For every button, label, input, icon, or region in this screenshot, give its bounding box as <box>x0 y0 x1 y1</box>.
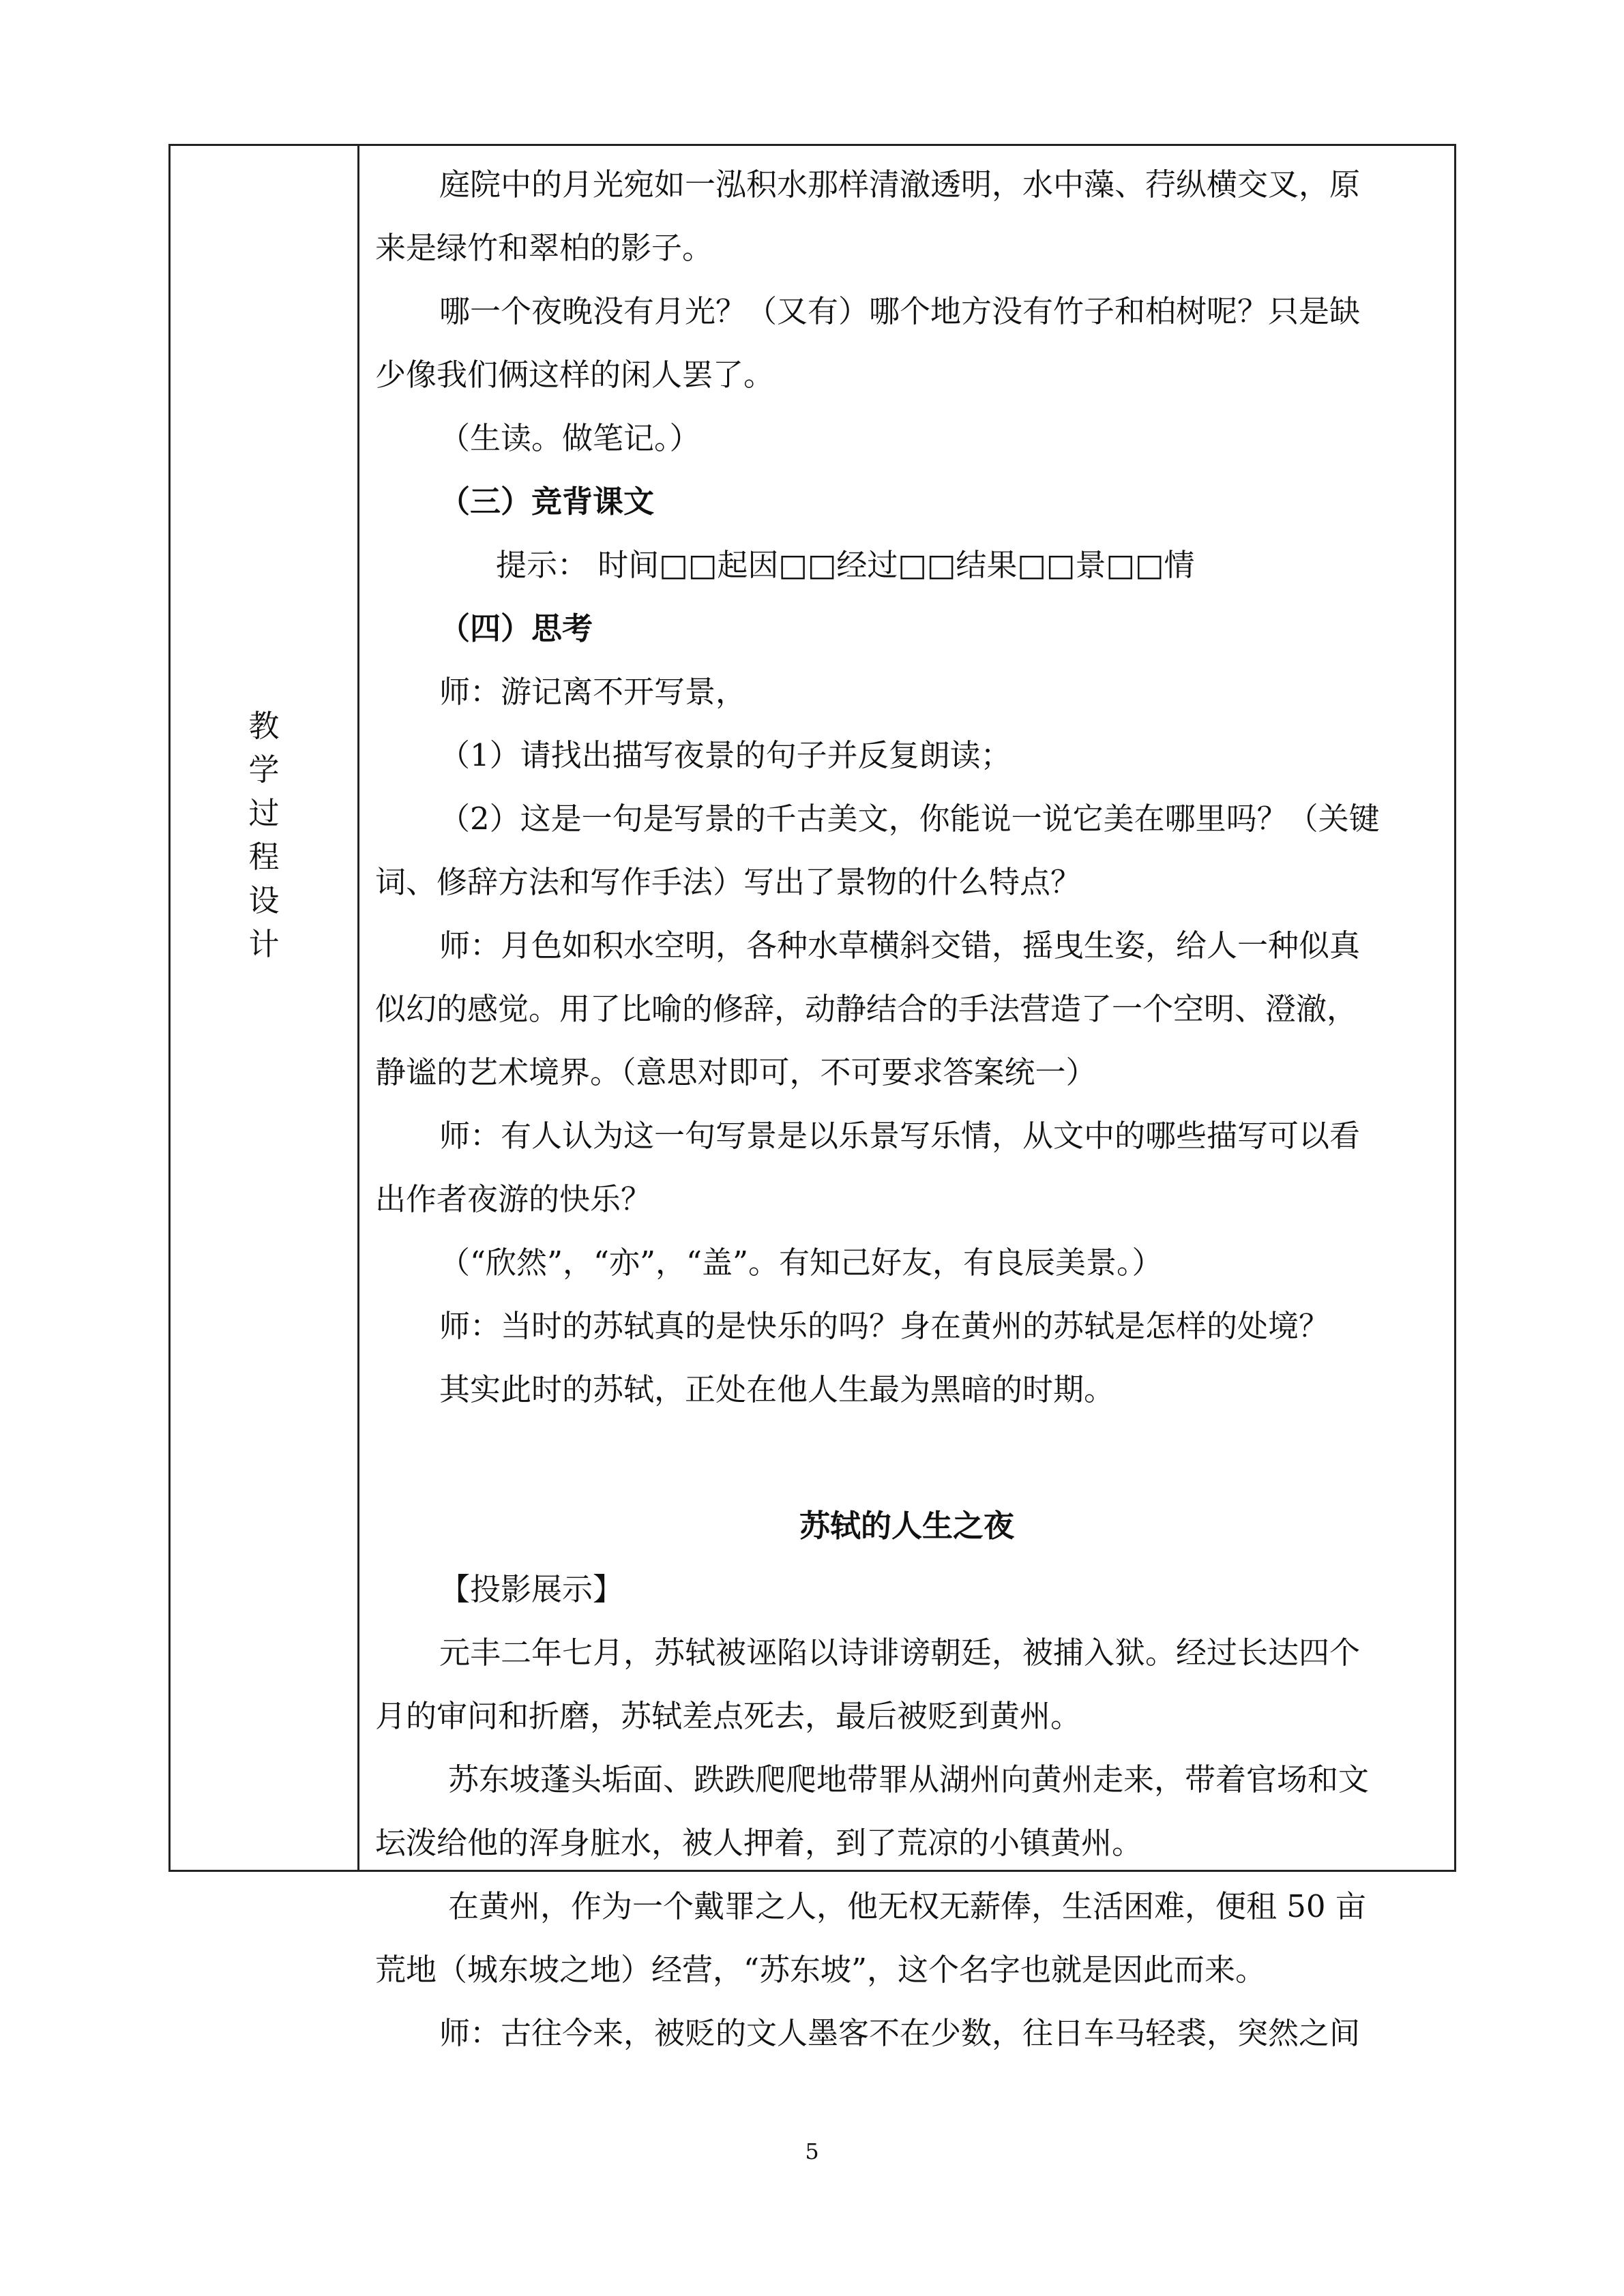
text-line: 在黄州，作为一个戴罪之人，他无权无薪俸，生活困难，便租 50 亩 <box>448 1888 1366 1924</box>
text-line: 师：月色如积水空明，各种水草横斜交错，摇曳生姿，给人一种似真 <box>439 927 1361 964</box>
text-line: 庭院中的月光宛如一泓积水那样清澈透明，水中藻、荇纵横交叉，原 <box>439 166 1361 203</box>
text-line: 出作者夜游的快乐？ <box>375 1181 652 1217</box>
text-line: 坛泼给他的浑身脏水，被人押着，到了荒凉的小镇黄州。 <box>375 1825 1143 1861</box>
text-line: （“欣然”，“亦”，“盖”。有知己好友，有良辰美景。） <box>439 1244 1163 1281</box>
label-char: 设 <box>248 882 280 919</box>
text-line: 师：有人认为这一句写景是以乐景写乐情，从文中的哪些描写可以看 <box>439 1118 1361 1154</box>
text-line: 月的审问和折磨，苏轼差点死去，最后被贬到黄州。 <box>375 1698 1082 1734</box>
label-char: 计 <box>248 926 280 962</box>
subsection-title: 苏轼的人生之夜 <box>799 1508 1014 1544</box>
text-line: 荒地（城东坡之地）经营，“苏东坡”，这个名字也就是因此而来。 <box>375 1952 1267 1988</box>
hint-line: 提示： 时间□□起因□□经过□□结果□□景□□情 <box>496 547 1195 583</box>
text-line: 少像我们俩这样的闲人罢了。 <box>375 357 775 393</box>
text-line: 师：古往今来，被贬的文人墨客不在少数，往日车马轻裘，突然之间 <box>439 2015 1361 2051</box>
text-line: 师：游记离不开写景， <box>439 674 747 710</box>
text-line: 苏东坡蓬头垢面、跌跌爬爬地带罪从湖州向黄州走来，带着官场和文 <box>448 1761 1370 1798</box>
text-line: 似幻的感觉。用了比喻的修辞，动静结合的手法营造了一个空明、澄澈， <box>375 991 1358 1027</box>
label-char: 程 <box>248 839 280 875</box>
text-line: 词、修辞方法和写作手法）写出了景物的什么特点？ <box>375 864 1082 900</box>
text-line: （2）这是一句是写景的千古美文，你能说一说它美在哪里吗？（关键 <box>439 801 1380 837</box>
label-char: 学 <box>248 751 280 788</box>
row-label-teaching-process <box>171 144 357 1872</box>
text-line: 来是绿竹和翠柏的影子。 <box>375 230 713 266</box>
section-heading-4: （四）思考 <box>439 610 593 646</box>
page-number: 5 <box>805 2138 819 2164</box>
text-line: 哪一个夜晚没有月光？（又有）哪个地方没有竹子和柏树呢？只是缺 <box>439 293 1361 329</box>
label-char: 教 <box>248 708 280 744</box>
text-line: 静谧的艺术境界。（意思对即可，不可要求答案统一） <box>375 1054 1097 1090</box>
text-line: （生读。做笔记。） <box>439 420 700 456</box>
section-heading-3: （三）竞背课文 <box>439 483 655 520</box>
text-line: 【投影展示】 <box>439 1571 624 1607</box>
table-content-cell <box>359 144 1454 2051</box>
text-line: 师：当时的苏轼真的是快乐的吗？身在黄州的苏轼是怎样的处境？ <box>439 1308 1330 1344</box>
text-line: 其实此时的苏轼，正处在他人生最为黑暗的时期。 <box>439 1371 1115 1407</box>
text-line: 元丰二年七月，苏轼被诬陷以诗诽谤朝廷，被捕入狱。经过长达四个 <box>439 1635 1361 1671</box>
text-line: （1）请找出描写夜景的句子并反复朗读； <box>439 737 1012 773</box>
label-char: 过 <box>248 795 280 831</box>
